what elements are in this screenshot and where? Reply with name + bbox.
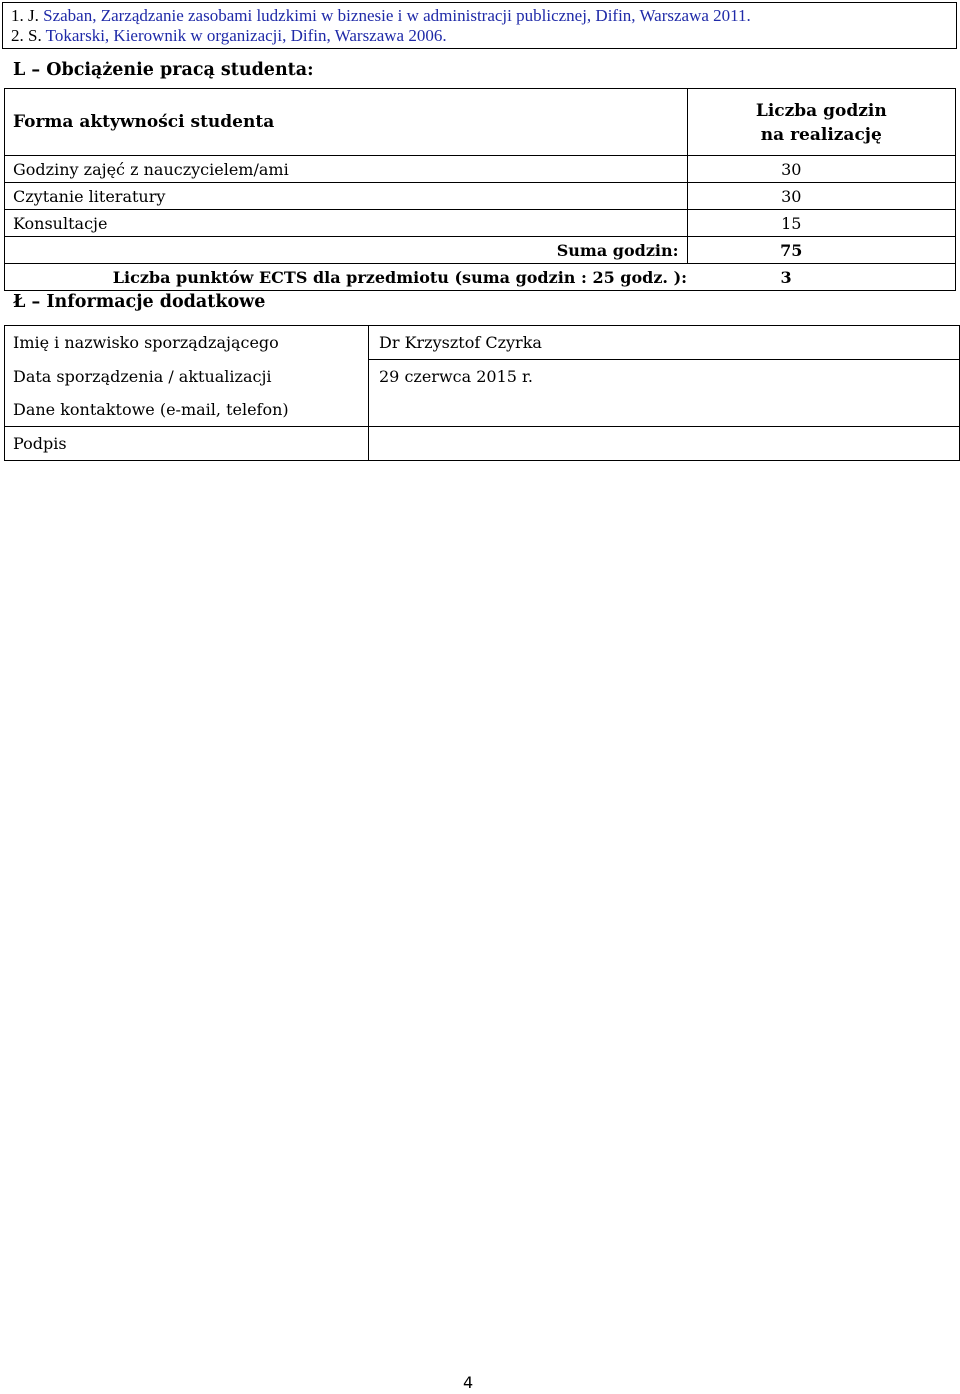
- info-label: Podpis: [5, 427, 369, 461]
- table-row: [5, 156, 956, 183]
- reference-item: [11, 26, 956, 46]
- ects-label: Liczba punktów ECTS dla przedmiotu (suma godzin : 25 godz. ):: [5, 264, 688, 291]
- hours-cell: 30: [687, 183, 955, 210]
- reference-number: 1. J.: [11, 6, 39, 25]
- info-label: Dane kontaktowe (e-mail, telefon): [5, 393, 369, 427]
- activity-cell: Czytanie literatury: [5, 183, 688, 210]
- info-label: Imię i nazwisko sporządzającego: [5, 326, 369, 360]
- info-row: [5, 326, 960, 360]
- references-box: [2, 2, 957, 49]
- info-label: Data sporządzenia / aktualizacji: [5, 360, 369, 394]
- info-value: [369, 427, 960, 461]
- hours-header-line2: na realizację: [760, 125, 882, 145]
- ects-value: 3: [687, 264, 955, 291]
- table-row: [5, 183, 956, 210]
- section-ł-heading: Ł – Informacje dodatkowe: [13, 292, 266, 312]
- sum-value: 75: [687, 237, 955, 264]
- reference-text: Szaban, Zarządzanie zasobami ludzkimi w biznesie i w administracji publicznej, Difin, Warszawa 2011.: [43, 6, 751, 25]
- table-row: [5, 210, 956, 237]
- hours-cell: 30: [687, 156, 955, 183]
- ects-row: [5, 264, 956, 291]
- info-row: [5, 360, 960, 394]
- hours-header-line1: Liczba godzin: [755, 101, 887, 121]
- activity-column-header: Forma aktywności studenta: [5, 89, 688, 156]
- info-row: [5, 427, 960, 461]
- info-row: [5, 393, 960, 427]
- workload-table: [4, 88, 956, 291]
- info-value: Dr Krzysztof Czyrka: [369, 326, 960, 360]
- activity-cell: Konsultacje: [5, 210, 688, 237]
- activity-cell: Godziny zajęć z nauczycielem/ami: [5, 156, 688, 183]
- sum-label: Suma godzin:: [5, 237, 688, 264]
- additional-info-table: [4, 325, 960, 461]
- page-number: 4: [463, 1373, 474, 1392]
- reference-number: 2. S.: [11, 26, 42, 45]
- section-l-heading: L – Obciążenie pracą studenta:: [13, 60, 314, 80]
- reference-item: [11, 6, 956, 26]
- reference-text: Tokarski, Kierownik w organizacji, Difin, Warszawa 2006.: [45, 26, 447, 45]
- hours-cell: 15: [687, 210, 955, 237]
- workload-header-row: [5, 89, 956, 156]
- info-value: [369, 393, 960, 427]
- hours-column-header: [687, 89, 955, 156]
- info-value: 29 czerwca 2015 r.: [369, 360, 960, 394]
- sum-row: [5, 237, 956, 264]
